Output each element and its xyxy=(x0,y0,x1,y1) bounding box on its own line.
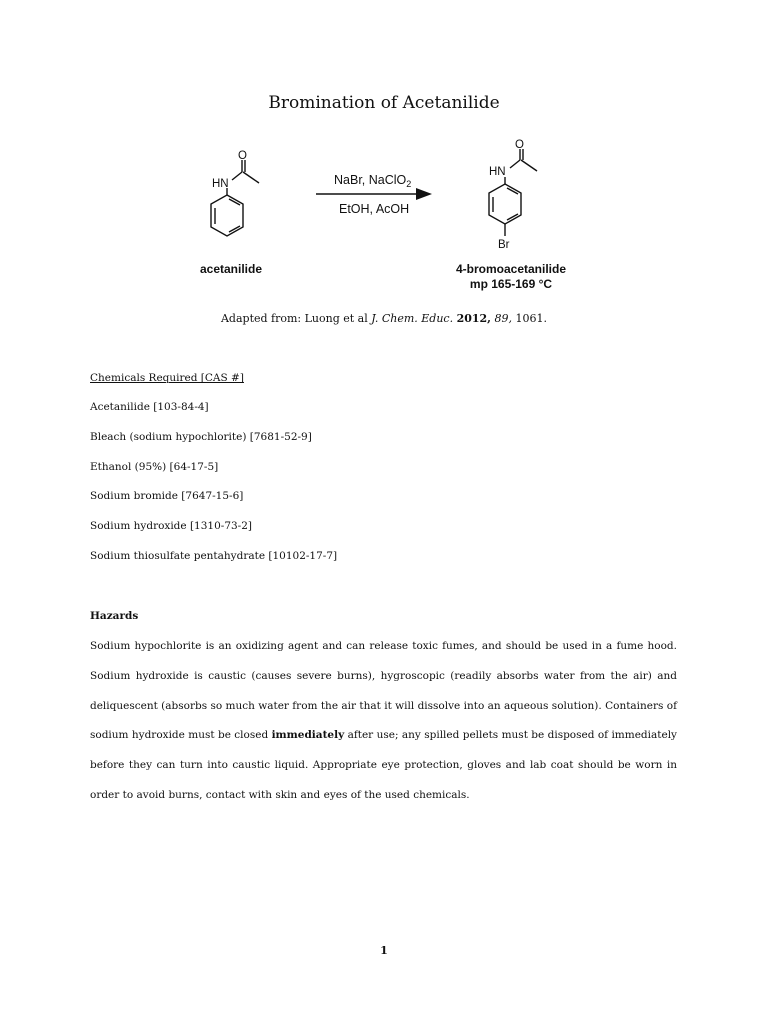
page-number: 1 xyxy=(380,944,388,957)
citation-volume: 89, xyxy=(494,312,513,325)
hazards-emphasis: immediately xyxy=(271,729,345,742)
reaction-scheme xyxy=(0,0,768,300)
chemical-item: Bleach (sodium hypochlorite) [7681-52-9] xyxy=(90,431,312,443)
conditions-solvents: EtOH, AcOH xyxy=(339,202,410,216)
chemical-item: Sodium bromide [7647-15-6] xyxy=(90,490,244,502)
product-melting-point: mp 165-169 °C xyxy=(469,277,553,291)
chemical-item: Sodium hydroxide [1310-73-2] xyxy=(90,520,253,532)
acetanilide-ring xyxy=(211,195,243,236)
bromoacetanilide-ring xyxy=(489,184,521,224)
chemical-item: Sodium thiosulfate pentahydrate [10102-17-7] xyxy=(90,550,338,562)
bromoacetanilide-hn-label: HN xyxy=(489,166,506,178)
product-name: 4-bromoacetanilide xyxy=(455,262,567,276)
citation-year: 2012, xyxy=(456,312,492,325)
chemical-item: Ethanol (95%) [64-17-5] xyxy=(90,461,219,473)
citation: Adapted from: Luong et al J. Chem. Educ. 2012, 89, 1061. xyxy=(220,312,548,325)
citation-journal: J. Chem. Educ. xyxy=(371,312,454,325)
page-title: Bromination of Acetanilide xyxy=(268,93,500,113)
bromoacetanilide-structure xyxy=(489,149,537,236)
acetanilide-hn-label: HN xyxy=(212,178,229,190)
bromoacetanilide-br-label: Br xyxy=(498,239,510,251)
bromoacetanilide-o-label: O xyxy=(515,139,524,151)
hazards-heading: Hazards xyxy=(90,610,139,622)
chemical-item: Acetanilide [103-84-4] xyxy=(90,401,209,413)
chemicals-heading: Chemicals Required [CAS #] xyxy=(90,372,244,384)
acetanilide-structure xyxy=(211,160,259,236)
conditions-reagents: NaBr, NaClO$_2$ xyxy=(334,173,412,189)
acetanilide-o-label: O xyxy=(238,150,247,162)
hazards-paragraph: Sodium hypochlorite is an oxidizing agent and can release toxic fumes, and should be used in a fume hood. Sodium hydroxide is caustic (causes severe burns), hygroscopic (readily absorbs water from the air) and deliquescent (absorbs so much water from the air that it will dissolve into an aqueous solution). Containers of sodium hydroxide must be closed immediately after use; any spilled pellets must be disposed of immediately before they can turn into caustic liquid. Appropriate eye protection, gloves and lab coat should be worn in order to avoid burns, contact with skin and eyes of the used chemicals. xyxy=(90,640,677,801)
reactant-name: acetanilide xyxy=(199,262,263,276)
reaction-arrow xyxy=(316,188,432,200)
